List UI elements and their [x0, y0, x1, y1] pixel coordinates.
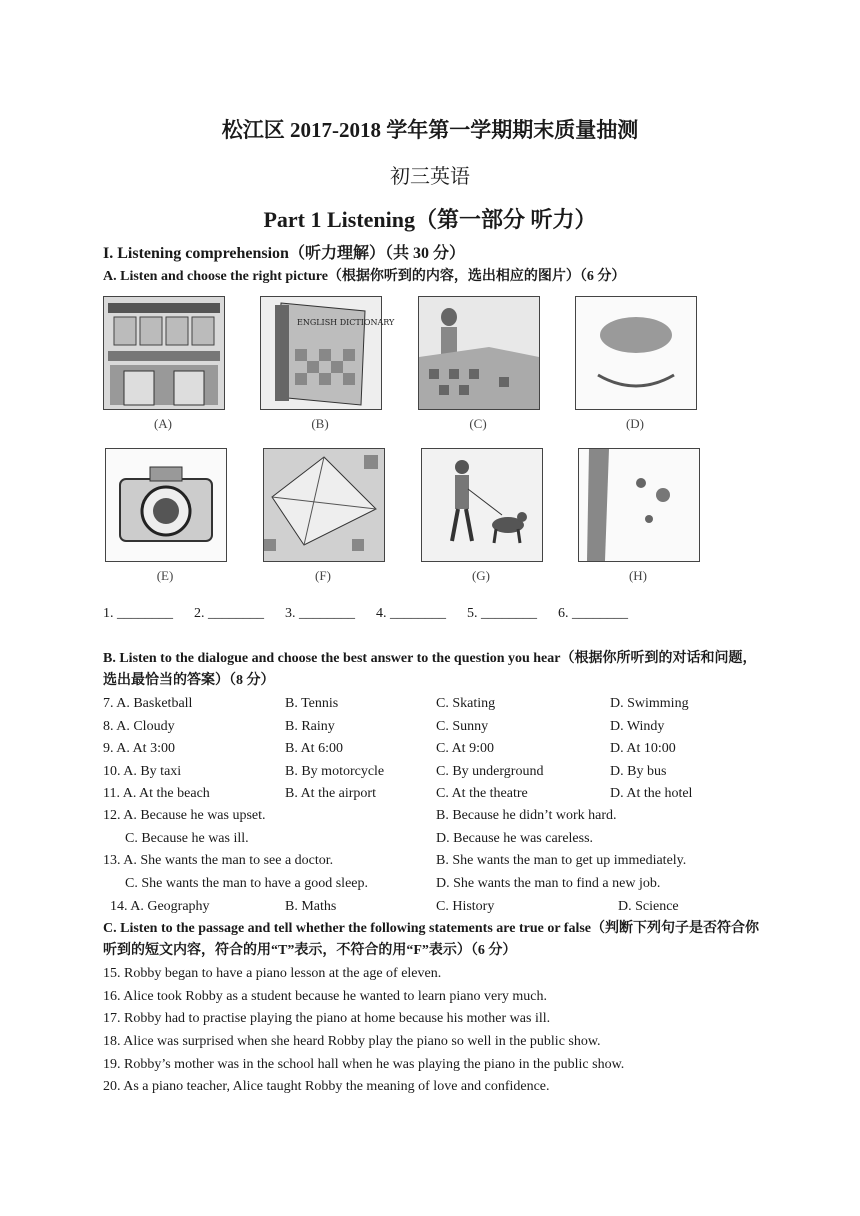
picture-label: (A) [153, 416, 173, 431]
answer-blank[interactable]: 6. ________ [558, 606, 628, 621]
picture-b-dictionary [260, 296, 395, 410]
picture-h-tree [578, 448, 700, 562]
option-text: B. At the airport [285, 786, 376, 801]
statement-item: 15. Robby began to have a piano lesson at the age of eleven. [103, 966, 442, 981]
option-text: C. At 9:00 [436, 741, 494, 756]
option-text: B. By motorcycle [285, 764, 385, 779]
part-a-heading: A. Listen and choose the right picture（根据你听到的内容，选出相应的图片）（6 分） [103, 269, 626, 284]
option-text: 12. A. Because he was upset. [103, 808, 266, 823]
option-text: B. She wants the man to get up immediately. [436, 853, 687, 868]
picture-label: (C) [469, 416, 487, 431]
picture-e-camera [105, 448, 227, 562]
picture-label: (E) [156, 568, 174, 583]
part-heading: Part 1 Listening（第一部分 听力） [263, 207, 597, 232]
option-text: C. At the theatre [436, 786, 528, 801]
picture-label: (F) [315, 568, 331, 583]
option-text: B. Tennis [285, 696, 339, 711]
answer-blank[interactable]: 5. ________ [467, 606, 537, 621]
part-c-heading: C. Listen to the passage and tell whether the following statements are true or false（判断下列句子是否符合你听到的短文内容，符合的用“T”表示，不符合的用“F”表示）（6 分） [103, 921, 760, 958]
option-text: 7. A. Basketball [103, 696, 193, 711]
picture-label: (D) [625, 416, 645, 431]
option-text: B. Rainy [285, 719, 335, 734]
picture-a-shop [103, 296, 225, 410]
option-text: D. At 10:00 [610, 741, 676, 756]
picture-c-building [418, 296, 540, 410]
answer-blank[interactable]: 2. ________ [194, 606, 264, 621]
option-text: D. Windy [610, 719, 665, 734]
option-text: C. Skating [436, 696, 496, 711]
statement-item: 19. Robby’s mother was in the school hall when he was playing the piano in the public show. [103, 1057, 625, 1072]
option-text: C. History [436, 899, 495, 914]
statement-item: 17. Robby had to practise playing the piano at home because his mother was ill. [103, 1011, 551, 1026]
section-heading: I. Listening comprehension（听力理解）（共 30 分） [103, 245, 465, 262]
picture-f-kite [263, 448, 385, 562]
picture-label: (H) [628, 568, 648, 583]
option-text: D. By bus [610, 764, 667, 779]
statement-item: 20. As a piano teacher, Alice taught Robby the meaning of love and confidence. [103, 1079, 550, 1094]
answer-blank[interactable]: 3. ________ [285, 606, 355, 621]
document-title: 松江区 2017-2018 学年第一学期期末质量抽测 [221, 118, 639, 142]
option-text: D. Because he was careless. [436, 831, 594, 846]
option-text: C. Sunny [436, 719, 489, 734]
option-text: C. By underground [436, 764, 544, 779]
part-b-heading: B. Listen to the dialogue and choose the best answer to the question you hear（根据你所听到的对话和问题，选出最恰当的答案）（8 分） [103, 651, 757, 688]
option-text: C. Because he was ill. [125, 831, 249, 846]
option-text: D. Science [618, 899, 679, 914]
picture-label: (G) [471, 568, 491, 583]
picture-label: (B) [311, 416, 329, 431]
option-text: 8. A. Cloudy [103, 719, 175, 734]
option-text: D. At the hotel [610, 786, 693, 801]
option-text: 11. A. At the beach [103, 786, 210, 801]
option-text: B. At 6:00 [285, 741, 343, 756]
statement-item: 16. Alice took Robby as a student because he wanted to learn piano very much. [103, 989, 547, 1004]
dictionary-cover-text: ENGLISH DICTIONARY [297, 318, 395, 327]
document-subtitle: 初三英语 [390, 166, 470, 188]
option-text: D. Swimming [610, 696, 689, 711]
option-text: 14. A. Geography [110, 899, 210, 914]
picture-g-dog-walk [421, 448, 543, 562]
picture-d-food [575, 296, 697, 410]
option-text: 9. A. At 3:00 [103, 741, 175, 756]
picture-grid [103, 292, 703, 592]
option-text: C. She wants the man to have a good sleep. [125, 876, 369, 891]
answer-blank[interactable]: 4. ________ [376, 606, 446, 621]
answer-blank[interactable]: 1. ________ [103, 606, 173, 621]
statement-item: 18. Alice was surprised when she heard Robby play the piano so well in the public show. [103, 1034, 601, 1049]
option-text: 13. A. She wants the man to see a doctor. [103, 853, 334, 868]
option-text: 10. A. By taxi [103, 764, 182, 779]
option-text: B. Maths [285, 899, 337, 914]
option-text: B. Because he didn’t work hard. [436, 808, 617, 823]
option-text: D. She wants the man to find a new job. [436, 876, 661, 891]
